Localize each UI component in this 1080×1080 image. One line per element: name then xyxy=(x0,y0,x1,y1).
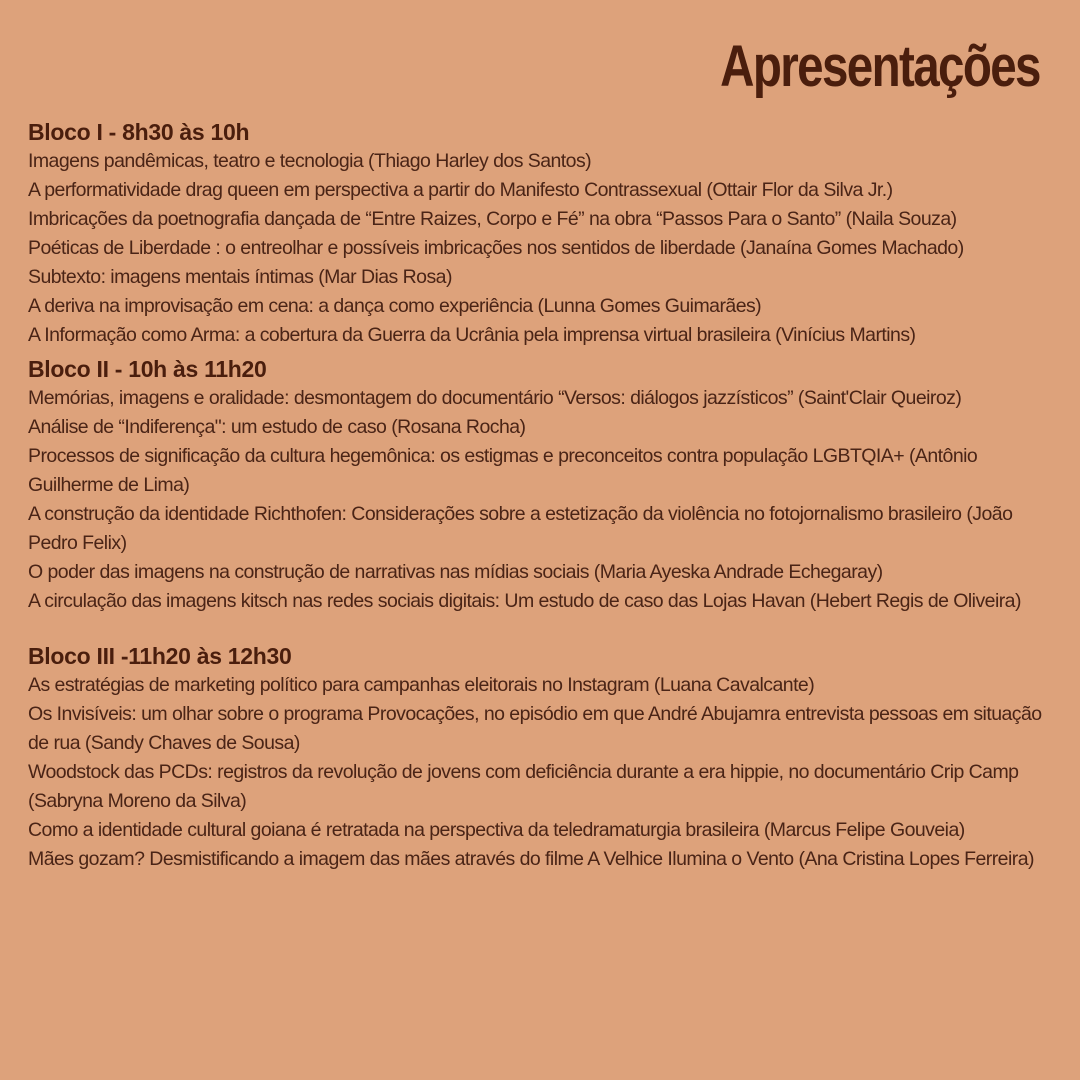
presentation-item: A Informação como Arma: a cobertura da Guerra da Ucrânia pela imprensa virtual brasileira (Vinícius Martins) xyxy=(28,324,916,346)
presentation-item: Memórias, imagens e oralidade: desmontagem do documentário “Versos: diálogos jazzísticos” (Saint'Clair Queiroz) xyxy=(28,387,962,409)
presentation-item: Woodstock das PCDs: registros da revolução de jovens com deficiência durante a era hippie, no documentário Crip Camp (Sabryna Moreno da Silva) xyxy=(28,761,1019,812)
presentation-item: Mães gozam? Desmistificando a imagem das mães através do filme A Velhice Ilumina o Vento (Ana Cristina Lopes Ferreira) xyxy=(28,848,1034,870)
presentation-item: Subtexto: imagens mentais íntimas (Mar Dias Rosa) xyxy=(28,266,452,288)
presentation-item: As estratégias de marketing político para campanhas eleitorais no Instagram (Luana Cavalcante) xyxy=(28,674,815,696)
page-title: Apresentações xyxy=(720,34,1040,99)
presentation-item: Processos de significação da cultura hegemônica: os estigmas e preconceitos contra população LGBTQIA+ (Antônio Guilherme de Lima) xyxy=(28,445,978,496)
presentation-item: A performatividade drag queen em perspectiva a partir do Manifesto Contrassexual (Ottair Flor da Silva Jr.) xyxy=(28,179,893,201)
block-1-heading: Bloco I - 8h30 às 10h xyxy=(28,119,250,145)
presentation-item: O poder das imagens na construção de narrativas nas mídias sociais (Maria Ayeska Andrade Echegaray) xyxy=(28,561,883,583)
block-1 xyxy=(28,117,1058,350)
presentation-item: Análise de “Indiferença": um estudo de caso (Rosana Rocha) xyxy=(28,416,526,438)
presentation-item: A deriva na improvisação em cena: a dança como experiência (Lunna Gomes Guimarães) xyxy=(28,295,762,317)
presentation-item: Os Invisíveis: um olhar sobre o programa Provocações, no episódio em que André Abujamra entrevista pessoas em situação de rua (Sandy Chaves de Sousa) xyxy=(28,703,1042,754)
presentation-item: Imbricações da poetnografia dançada de “Entre Raizes, Corpo e Fé” na obra “Passos Para o Santo” (Naila Souza) xyxy=(28,208,957,230)
presentation-item: Como a identidade cultural goiana é retratada na perspectiva da teledramaturgia brasileira (Marcus Felipe Gouveia) xyxy=(28,819,965,841)
block-2-heading: Bloco II - 10h às 11h20 xyxy=(28,356,267,382)
presentation-item: A circulação das imagens kitsch nas redes sociais digitais: Um estudo de caso das Lojas Havan (Hebert Regis de Oliveira) xyxy=(28,590,1021,612)
program-content xyxy=(28,117,1058,874)
block-2 xyxy=(28,354,1058,616)
block-3 xyxy=(28,641,1058,874)
presentation-item: Poéticas de Liberdade : o entreolhar e possíveis imbricações nos sentidos de liberdade (Janaína Gomes Machado) xyxy=(28,237,964,259)
block-3-heading: Bloco III -11h20 às 12h30 xyxy=(28,643,292,669)
presentation-item: A construção da identidade Richthofen: Considerações sobre a estetização da violência no fotojornalismo brasileiro (João Pedro Felix) xyxy=(28,503,1013,554)
presentation-item: Imagens pandêmicas, teatro e tecnologia (Thiago Harley dos Santos) xyxy=(28,150,592,172)
